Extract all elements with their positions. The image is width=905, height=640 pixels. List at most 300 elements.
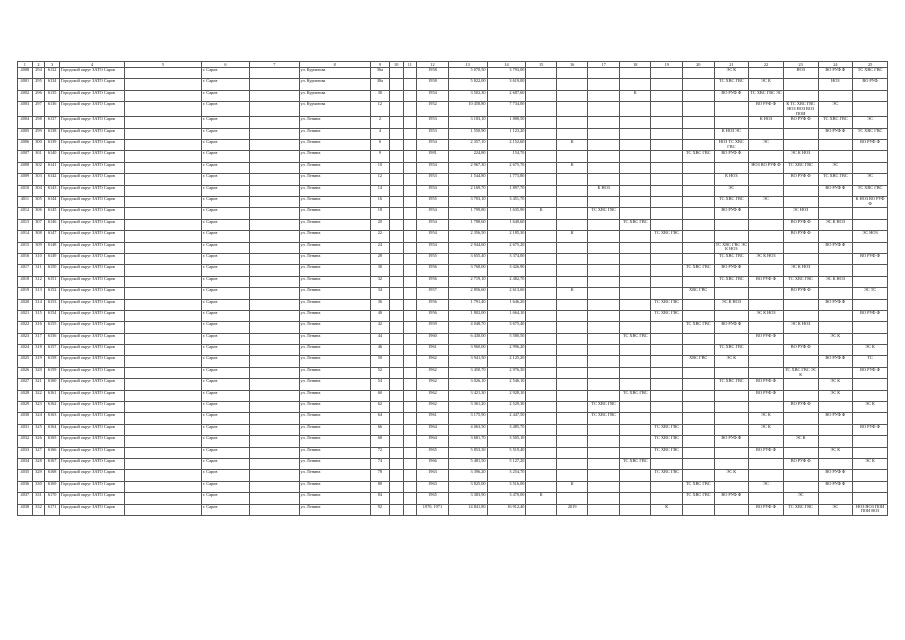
table-cell: 307 (32, 219, 45, 230)
table-cell: 3 675,40 (487, 322, 526, 333)
table-cell (588, 299, 620, 310)
table-cell (125, 459, 202, 470)
table-cell (682, 102, 714, 117)
table-cell (588, 68, 620, 79)
table-cell (682, 174, 714, 185)
table-cell (714, 447, 749, 458)
table-cell: ул. Ленина (299, 379, 370, 390)
table-cell: 4035 (18, 470, 33, 481)
table-cell: 20 (370, 219, 389, 230)
table-cell: ВО РУФ Ф (818, 413, 853, 424)
table-cell (853, 333, 888, 344)
table-cell: Городской округ ЗАТО Саров (60, 310, 125, 321)
table-cell (125, 265, 202, 276)
table-cell (389, 90, 403, 101)
table-cell: ВО РУФ Ф (783, 117, 818, 128)
table-cell: ЭС К НОЗ (783, 265, 818, 276)
table-cell (250, 493, 299, 504)
table-cell: 1 123,20 (487, 128, 526, 139)
table-cell (588, 322, 620, 333)
table-cell: 2 125,20 (487, 356, 526, 367)
table-cell: ТС ХВС ГВС (619, 459, 651, 470)
table-row (18, 504, 888, 515)
table-row (18, 174, 888, 185)
table-cell (125, 356, 202, 367)
table-cell (389, 288, 403, 299)
table-cell: 302 (32, 162, 45, 173)
table-cell: г. Саров (201, 322, 249, 333)
table-cell (749, 356, 784, 367)
table-cell (526, 288, 556, 299)
table-cell (250, 151, 299, 162)
table-row (18, 470, 888, 481)
table-cell (651, 128, 683, 139)
table-cell (588, 79, 620, 90)
table-cell (403, 379, 417, 390)
table-cell: 74 (370, 459, 389, 470)
table-cell (619, 265, 651, 276)
table-cell (403, 117, 417, 128)
table-cell: ЭС К (853, 459, 888, 470)
table-cell (783, 413, 818, 424)
table-cell: ЭС К НОЗ (783, 322, 818, 333)
table-cell (403, 197, 417, 208)
table-cell: 6150 (45, 265, 60, 276)
table-cell: 1955 (417, 253, 449, 264)
table-cell: ул. Курчатова (299, 79, 370, 90)
table-cell: 4015 (18, 242, 33, 253)
table-cell: 4001 (18, 79, 33, 90)
table-cell: Городской округ ЗАТО Саров (60, 459, 125, 470)
table-cell (250, 253, 299, 264)
table-cell: 9 (370, 151, 389, 162)
table-cell: 4038 (18, 504, 33, 515)
table-cell (783, 390, 818, 401)
table-cell (389, 459, 403, 470)
table-cell (526, 265, 556, 276)
table-cell: 326 (32, 436, 45, 447)
table-cell (403, 90, 417, 101)
table-cell: 2 482,70 (487, 276, 526, 287)
table-cell (714, 310, 749, 321)
table-cell (783, 90, 818, 101)
table-cell (389, 276, 403, 287)
table-cell: 4031 (18, 424, 33, 435)
table-cell: г. Саров (201, 90, 249, 101)
table-cell: 44 (370, 333, 389, 344)
table-cell (749, 459, 784, 470)
table-cell: 66 (370, 424, 389, 435)
column-header: 21 (714, 62, 749, 68)
table-cell (783, 470, 818, 481)
table-cell (619, 68, 651, 79)
column-header: 5 (125, 62, 202, 68)
table-cell: 3 451,70 (487, 197, 526, 208)
table-cell: 68 (370, 436, 389, 447)
table-cell (389, 356, 403, 367)
table-cell (588, 151, 620, 162)
table-cell (526, 447, 556, 458)
table-cell: ТС ХВС ГВС ЭС (749, 90, 784, 101)
table-cell (682, 436, 714, 447)
table-cell: 2 719,10 (448, 276, 487, 287)
column-header: 14 (487, 62, 526, 68)
table-cell: 6154 (45, 310, 60, 321)
table-cell (682, 367, 714, 378)
table-cell: 296 (32, 90, 45, 101)
table-cell (588, 128, 620, 139)
table-cell: 4016 (18, 253, 33, 264)
table-cell: Городской округ ЗАТО Саров (60, 102, 125, 117)
table-cell (783, 128, 818, 139)
table-cell: ул. Ленина (299, 413, 370, 424)
table-cell: г. Саров (201, 102, 249, 117)
table-cell (853, 162, 888, 173)
table-cell (389, 390, 403, 401)
table-cell: ЭС (783, 493, 818, 504)
table-cell: г. Саров (201, 140, 249, 151)
table-cell: ул. Ленина (299, 356, 370, 367)
table-cell: 6142 (45, 174, 60, 185)
table-cell (526, 436, 556, 447)
table-cell (556, 197, 588, 208)
table-cell (619, 424, 651, 435)
table-cell: 1957 (417, 288, 449, 299)
table-cell (556, 90, 588, 101)
table-cell (389, 231, 403, 242)
table-cell: г. Саров (201, 310, 249, 321)
table-cell: ТС ХВС ГВС (818, 117, 853, 128)
table-cell (714, 117, 749, 128)
table-cell (526, 276, 556, 287)
table-cell (619, 402, 651, 413)
table-cell: 2 856,60 (448, 288, 487, 299)
table-cell: ТС ХВС ГВС (682, 493, 714, 504)
table-cell (389, 436, 403, 447)
table-cell: 4011 (18, 197, 33, 208)
table-cell: 6147 (45, 231, 60, 242)
table-cell: ТС ХВС ГВС (651, 310, 683, 321)
table-cell: ВО РУФ Ф (853, 424, 888, 435)
table-cell: 10 458,80 (448, 102, 487, 117)
table-cell: ул. Ленина (299, 390, 370, 401)
table-cell: ТС ХВС ГВС (714, 253, 749, 264)
table-cell (125, 231, 202, 242)
table-cell: Городской округ ЗАТО Саров (60, 219, 125, 230)
table-cell (619, 345, 651, 356)
table-cell (783, 356, 818, 367)
table-cell: 321 (32, 379, 45, 390)
table-cell: г. Саров (201, 288, 249, 299)
table-cell: 6162 (45, 402, 60, 413)
table-cell (619, 413, 651, 424)
table-cell: ЭС К (783, 436, 818, 447)
table-cell: 6148 (45, 242, 60, 253)
table-cell (619, 242, 651, 253)
table-cell: К (651, 504, 683, 515)
table-cell (651, 265, 683, 276)
table-cell (818, 140, 853, 151)
table-cell: 62 (370, 402, 389, 413)
table-cell (588, 424, 620, 435)
table-cell: ЭС К (714, 68, 749, 79)
table-cell: 6132 (45, 68, 60, 79)
table-cell (619, 288, 651, 299)
table-cell: г. Саров (201, 447, 249, 458)
table-cell: ЭС К (714, 356, 749, 367)
table-cell: г. Саров (201, 162, 249, 173)
table-row (18, 242, 888, 253)
table-cell (403, 242, 417, 253)
table-cell: 72 (370, 447, 389, 458)
table-cell: 2 546,10 (487, 379, 526, 390)
table-cell (588, 447, 620, 458)
table-cell (682, 242, 714, 253)
table-cell: 310 (32, 253, 45, 264)
table-row (18, 322, 888, 333)
table-cell (651, 208, 683, 219)
table-cell (588, 356, 620, 367)
table-cell: 323 (32, 402, 45, 413)
table-cell (783, 253, 818, 264)
table-cell: г. Саров (201, 459, 249, 470)
table-cell (250, 276, 299, 287)
table-cell (651, 151, 683, 162)
table-row (18, 424, 888, 435)
table-cell (783, 197, 818, 208)
table-cell: ул. Ленина (299, 493, 370, 504)
table-cell: 5 580,50 (487, 333, 526, 344)
table-cell: г. Саров (201, 79, 249, 90)
table-cell (250, 79, 299, 90)
table-cell (403, 310, 417, 321)
table-cell (714, 102, 749, 117)
table-cell: 2 356,50 (448, 231, 487, 242)
table-cell: Городской округ ЗАТО Саров (60, 299, 125, 310)
table-cell: К (526, 493, 556, 504)
table-cell (588, 345, 620, 356)
table-cell (526, 310, 556, 321)
column-header: 6 (201, 62, 249, 68)
table-cell: 42 (370, 322, 389, 333)
table-cell (853, 208, 888, 219)
table-cell: 6159 (45, 367, 60, 378)
table-cell: 330 (32, 481, 45, 492)
table-cell: г. Саров (201, 242, 249, 253)
table-cell (389, 151, 403, 162)
table-cell: 6164 (45, 424, 60, 435)
table-cell (125, 68, 202, 79)
table-cell (619, 208, 651, 219)
table-cell: ул. Ленина (299, 447, 370, 458)
table-cell (526, 424, 556, 435)
table-cell: НОЗ (783, 68, 818, 79)
table-cell: 297 (32, 102, 45, 117)
table-cell (749, 174, 784, 185)
table-cell (125, 379, 202, 390)
table-cell: г. Саров (201, 219, 249, 230)
table-cell: 328 (32, 459, 45, 470)
table-cell (651, 379, 683, 390)
table-cell (619, 276, 651, 287)
table-cell: Городской округ ЗАТО Саров (60, 253, 125, 264)
table-cell (403, 288, 417, 299)
table-cell: ул. Ленина (299, 504, 370, 515)
table-cell: 1 888,50 (487, 117, 526, 128)
table-cell: ЭС К (853, 345, 888, 356)
table-cell (389, 310, 403, 321)
table-cell: ЭС К (818, 379, 853, 390)
table-row (18, 436, 888, 447)
table-cell (403, 174, 417, 185)
table-cell: ВО РУФ Ф (749, 333, 784, 344)
table-cell: 1956 (417, 299, 449, 310)
table-cell: ул. Ленина (299, 128, 370, 139)
table-cell: 322 (32, 390, 45, 401)
table-cell: 5 070,50 (448, 68, 487, 79)
table-cell (403, 504, 417, 515)
table-cell (125, 310, 202, 321)
table-cell: 78 (370, 470, 389, 481)
table-cell: 3 183,10 (448, 117, 487, 128)
table-cell (588, 379, 620, 390)
table-cell (250, 162, 299, 173)
table-cell (619, 231, 651, 242)
table-cell (651, 493, 683, 504)
table-cell (125, 128, 202, 139)
table-cell (818, 322, 853, 333)
table-cell (619, 102, 651, 117)
table-cell: Городской округ ЗАТО Саров (60, 185, 125, 196)
table-cell (749, 436, 784, 447)
table-cell: ТС ХВС ГВС (714, 79, 749, 90)
table-cell (403, 68, 417, 79)
table-cell: ул. Курчатова (299, 102, 370, 117)
table-cell (125, 79, 202, 90)
column-header: 18 (619, 62, 651, 68)
table-cell: 4024 (18, 345, 33, 356)
table-cell: 1964 (417, 436, 449, 447)
table-cell: г. Саров (201, 299, 249, 310)
table-cell: 1965 (417, 447, 449, 458)
table-cell (682, 208, 714, 219)
table-cell (556, 219, 588, 230)
table-cell: 16 (370, 197, 389, 208)
table-cell: 38а (370, 79, 389, 90)
table-cell: ЭС К (714, 470, 749, 481)
table-cell: ТС ХВС ГВС (783, 276, 818, 287)
table-cell (125, 436, 202, 447)
table-cell (403, 162, 417, 173)
table-cell: К (556, 140, 588, 151)
table-cell: 1956 (417, 310, 449, 321)
table-cell: ВО РУФ Ф (818, 356, 853, 367)
table-cell: 7 734,00 (487, 102, 526, 117)
table-row (18, 288, 888, 299)
table-cell (250, 367, 299, 378)
table-cell (556, 242, 588, 253)
table-cell (403, 345, 417, 356)
table-cell: 92 (370, 504, 389, 515)
housing-register-table (17, 61, 888, 516)
table-cell: Городской округ ЗАТО Саров (60, 208, 125, 219)
table-cell: 1 791,40 (448, 299, 487, 310)
table-cell (125, 253, 202, 264)
table-cell (818, 367, 853, 378)
table-cell (125, 102, 202, 117)
table-cell: Городской округ ЗАТО Саров (60, 413, 125, 424)
table-cell (619, 151, 651, 162)
table-cell: ВО РУФ Ф (818, 185, 853, 196)
table-cell (403, 333, 417, 344)
table-cell: К (526, 208, 556, 219)
table-cell: Городской округ ЗАТО Саров (60, 356, 125, 367)
table-cell (619, 310, 651, 321)
table-cell: 1958 (417, 68, 449, 79)
table-cell: 2 944,60 (448, 242, 487, 253)
table-cell: ЭС (818, 504, 853, 515)
table-cell (853, 436, 888, 447)
table-cell (403, 424, 417, 435)
table-cell: 4034 (18, 459, 33, 470)
table-cell (526, 79, 556, 90)
table-cell (783, 379, 818, 390)
table-cell: 4028 (18, 390, 33, 401)
table-cell: ВО РУФ Ф (714, 151, 749, 162)
table-cell: 4010 (18, 185, 33, 196)
table-cell: ул. Ленина (299, 310, 370, 321)
table-cell: 1 664,10 (487, 310, 526, 321)
table-cell: г. Саров (201, 379, 249, 390)
table-cell: 3 374,00 (487, 253, 526, 264)
table-cell: ВО РУФ Ф (783, 288, 818, 299)
table-cell: ВО РУФ Ф (749, 276, 784, 287)
table-cell: 84 (370, 493, 389, 504)
table-cell: ЭС К (818, 333, 853, 344)
table-cell (556, 470, 588, 481)
table-cell: ВО РУФ Ф (783, 402, 818, 413)
table-row (18, 219, 888, 230)
table-cell (749, 242, 784, 253)
table-cell: Городской округ ЗАТО Саров (60, 481, 125, 492)
table-cell (556, 117, 588, 128)
table-cell: ВО РУФ Ф (783, 219, 818, 230)
table-cell: 1 635,90 (487, 208, 526, 219)
table-cell: 36 (370, 299, 389, 310)
table-cell (588, 310, 620, 321)
table-cell (125, 367, 202, 378)
table-cell: 4009 (18, 174, 33, 185)
table-cell (403, 470, 417, 481)
table-cell (749, 402, 784, 413)
table-cell: Городской округ ЗАТО Саров (60, 151, 125, 162)
table-cell (588, 333, 620, 344)
table-cell (818, 231, 853, 242)
table-cell: 6143 (45, 185, 60, 196)
table-cell: 1954 (417, 90, 449, 101)
table-row (18, 299, 888, 310)
table-cell (250, 208, 299, 219)
table-cell (389, 299, 403, 310)
table-cell: 1 788,60 (448, 219, 487, 230)
table-cell: Городской округ ЗАТО Саров (60, 140, 125, 151)
table-cell (556, 424, 588, 435)
table-cell (403, 447, 417, 458)
table-cell (588, 219, 620, 230)
table-cell: ЭС К (818, 447, 853, 458)
table-cell (619, 504, 651, 515)
table-cell: 3 175,90 (448, 413, 487, 424)
